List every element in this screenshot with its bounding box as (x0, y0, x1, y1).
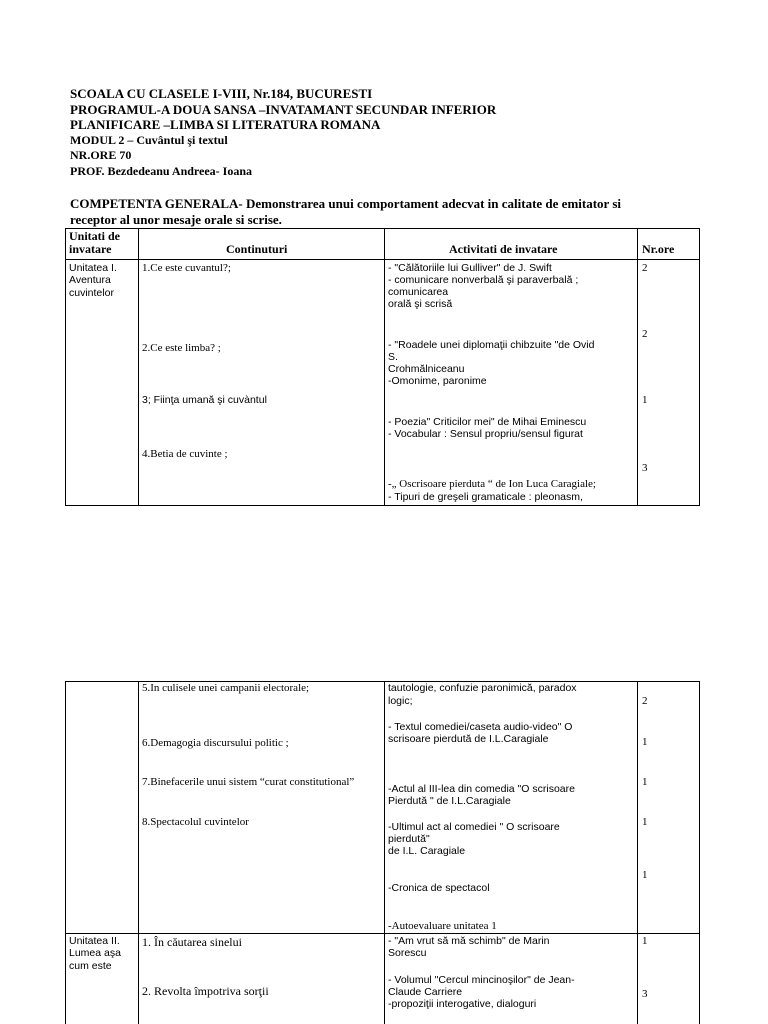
activity-item: pierdută" (388, 833, 430, 845)
activity-item: Sorescu (388, 947, 427, 959)
unit-2-line: cum este (69, 959, 112, 972)
activity-item: - "Am vrut să mă schimb" de Marin (388, 935, 550, 947)
activity-item: - Textul comediei/caseta audio-video" O (388, 721, 573, 733)
document-header (70, 86, 710, 180)
activity-item: - Tipuri de greşeli gramaticale : pleonasm, (388, 491, 583, 503)
content-item: 3; Fiinţa umană şi cuvàntul (142, 394, 267, 406)
activity-item: logic; (388, 695, 413, 707)
header-contents: Continuturi (226, 242, 288, 256)
hours-value: 1 (642, 869, 648, 881)
table-border (138, 228, 139, 506)
module-title: MODUL 2 – Cuvântul şi textul (70, 132, 228, 147)
activity-item: orală şi scrisă (388, 298, 453, 310)
table-border (65, 505, 700, 506)
unit-2-line: Lumea aşa (69, 947, 121, 960)
table-border (384, 681, 385, 1024)
table-border (65, 259, 700, 260)
unit-1-line: cuvintelor (69, 286, 114, 299)
competence-line-2: receptor al unor mesaje orale si scrise. (70, 211, 282, 227)
content-item: 5.In culisele unei campanii electorale; (142, 682, 310, 694)
content-item: 6.Demagogia discursului politic ; (142, 737, 289, 749)
teacher-name: PROF. Bezdedeanu Andreea- Ioana (70, 163, 253, 178)
activity-item: -propoziţii interogative, dialoguri (388, 998, 537, 1010)
header-units-line-1: Unitati de (69, 229, 120, 243)
content-item: 1. În căutarea sinelui (142, 935, 242, 949)
school-name: SCOALA CU CLASELE I-VIII, Nr.184, BUCURESTI (70, 86, 373, 101)
activity-item: -Cronica de spectacol (388, 882, 490, 894)
activity-item: - Poezia" Criticilor mei" de Mihai Eminescu (388, 416, 587, 428)
activity-item: scrisoare pierdută de I.L.Caragiale (388, 733, 549, 745)
table-border (699, 681, 700, 1024)
hours-value: 1 (642, 394, 648, 406)
activity-item: - Volumul "Cercul mincinoşilor" de Jean- (388, 974, 575, 986)
hours-value: 2 (642, 328, 648, 340)
table-border (699, 228, 700, 506)
content-item: 7.Binefacerile unui sistem “curat constitutional” (142, 776, 355, 788)
program-name: PROGRAMUL-A DOUA SANSA –INVATAMANT SECUNDAR INFERIOR (70, 101, 497, 117)
header-activities: Activitati de invatare (449, 242, 558, 256)
header-hours: Nr.ore (642, 242, 675, 256)
activity-item: de I.L. Caragiale (388, 845, 466, 857)
unit-1-label (69, 262, 117, 299)
total-hours: NR.ORE 70 (70, 148, 132, 163)
activity-item: -Omonime, paronime (388, 375, 487, 387)
activity-item: S. (388, 351, 398, 363)
unit-1-line: Unitatea I. (69, 262, 117, 274)
table-border (65, 228, 66, 506)
header-units (69, 230, 120, 256)
activity-item: -Autoevaluare unitatea 1 (388, 920, 497, 932)
content-item: 4.Betia de cuvinte ; (142, 448, 228, 460)
activity-item: -Ultimul act al comediei " O scrisoare (388, 821, 560, 833)
activity-item: -Actul al III-lea din comedia "O scrisoare (388, 783, 575, 795)
activity-item: - comunicare nonverbală şi paraverbală ; (388, 274, 579, 286)
table-border (65, 228, 700, 229)
table-border (138, 681, 139, 1024)
activity-item: comunicarea (388, 286, 449, 298)
hours-value: 3 (642, 462, 648, 474)
planning-title: PLANIFICARE –LIMBA SI LITERATURA ROMANA (70, 117, 381, 133)
content-item: 8.Spectacolul cuvintelor (142, 816, 249, 828)
activity-item: - "Călătoriile lui Gulliver" de J. Swift (388, 262, 552, 274)
unit-1-line: Aventura (69, 274, 111, 287)
general-competence (70, 196, 710, 227)
activity-item: -„ Oscrisoare pierduta “ de Ion Luca Caragiale; (388, 478, 596, 490)
activity-item: Crohmălniceanu (388, 363, 465, 375)
table-border (65, 681, 66, 1024)
hours-value: 1 (642, 736, 648, 748)
hours-value: 2 (642, 262, 648, 274)
hours-value: 1 (642, 816, 648, 828)
header-units-line-2: invatare (69, 242, 112, 256)
hours-value: 1 (642, 776, 648, 788)
content-item: 2. Revolta împotriva sorţii (142, 984, 269, 998)
activity-item: Pierdută " de I.L.Caragiale (388, 795, 511, 807)
content-item: 1.Ce este cuvantul?; (142, 262, 231, 274)
competence-line-1: COMPETENTA GENERALA- Demonstrarea unui comportament adecvat in calitate de emitator si (70, 196, 622, 211)
hours-value: 3 (642, 988, 648, 1000)
activity-item: - Vocabular : Sensul propriu/sensul figurat (388, 428, 583, 440)
hours-value: 2 (642, 695, 648, 707)
unit-2-line: Unitatea II. (69, 935, 120, 947)
table-border (384, 228, 385, 506)
hours-value: 1 (642, 935, 648, 947)
unit-2-label (69, 935, 121, 972)
activity-item: Claude Carriere (388, 986, 463, 998)
table-border (65, 933, 700, 934)
table-border (637, 228, 638, 506)
activity-item: tautologie, confuzie paronimică, paradox (388, 682, 577, 694)
table-border (637, 681, 638, 1024)
content-item: 2.Ce este limba? ; (142, 342, 221, 354)
activity-item: - "Roadele unei diplomaţii chibzuite "de Ovid (388, 339, 595, 351)
